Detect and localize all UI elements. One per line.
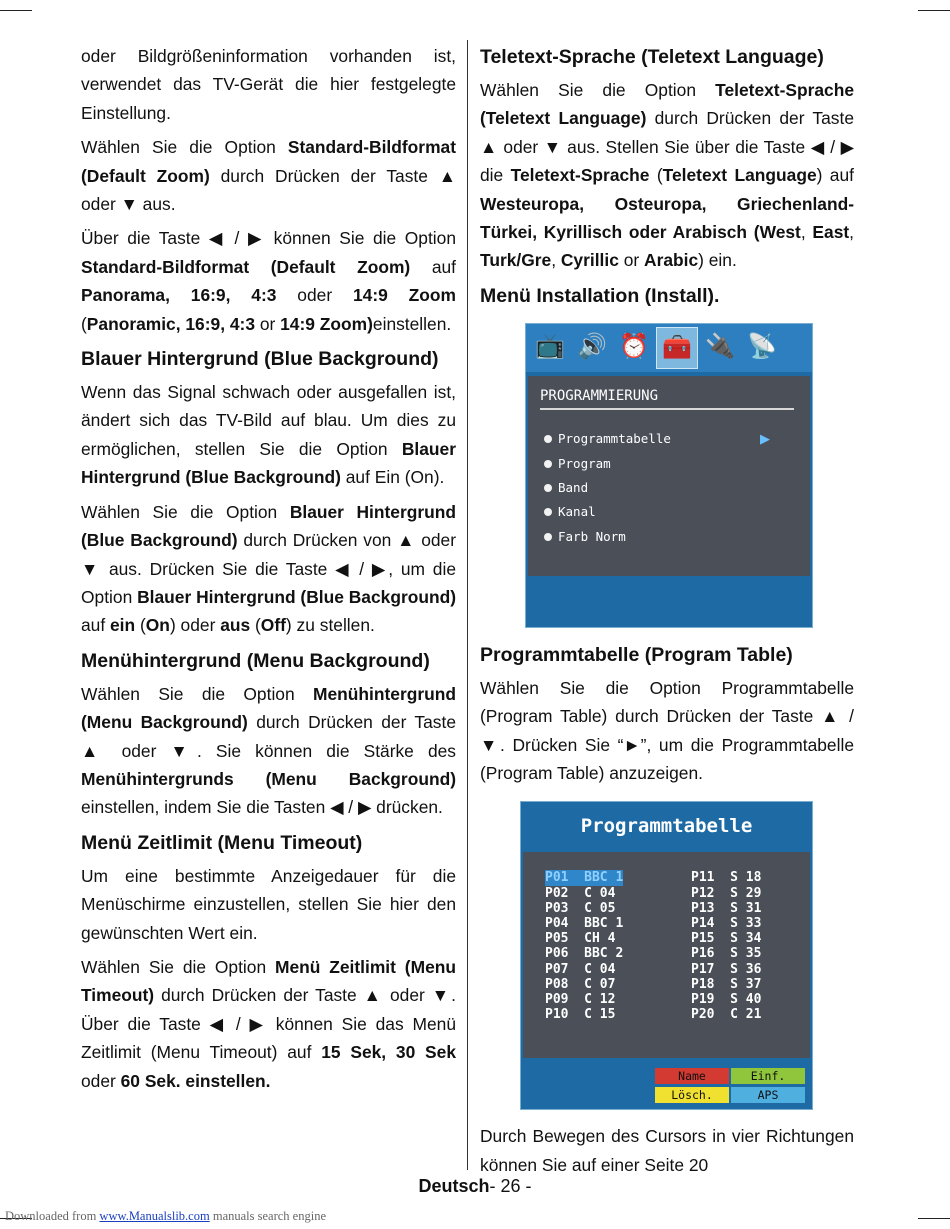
left-column xyxy=(81,42,456,1101)
crop-mark xyxy=(918,10,950,11)
paragraph: Wählen Sie die Option Menühintergrund (Menu Background) durch Drücken der Taste ▲ oder ▼. Sie können die Stärke des Menühintergrunds (Menu Background) einstellen, indem Sie die Tasten ◀ / ▶ drücken. xyxy=(81,683,456,818)
program-list-right xyxy=(691,870,761,1022)
section-heading: Blauer Hintergrund (Blue Background) xyxy=(81,348,439,371)
section-heading: Menü Installation (Install). xyxy=(480,284,720,307)
program-row: P17 S 36 xyxy=(691,961,762,977)
menu-item: Farb Norm xyxy=(544,529,626,544)
page-footer: Deutsch- 26 - xyxy=(418,1176,532,1196)
paragraph: Wenn das Signal schwach oder ausgefallen ist, ändert sich das TV-Bild auf blau. Um dies zu ermöglichen, stellen Sie die Option Blauer Hintergrund (Blue Background) auf Ein (On). xyxy=(81,382,456,488)
download-note: Downloaded from www.Manualslib.com manuals search engine xyxy=(5,1209,326,1223)
menu-title: PROGRAMMIERUNG xyxy=(540,388,794,410)
program-row: P11 S 18 xyxy=(691,870,762,886)
paragraph: oder Bildgrößeninformation vorhanden ist, verwendet das TV-Gerät die hier festgelegte Einstellung. xyxy=(81,46,456,123)
manualslib-link[interactable]: www.Manualslib.com xyxy=(99,1209,210,1223)
program-row: P03 C 05 xyxy=(545,900,616,916)
speaker-icon: 🔊 xyxy=(577,333,607,361)
paragraph: Wählen Sie die Option Menü Zeitlimit (Menu Timeout) durch Drücken der Taste ▲ oder ▼. Über die Taste ◀ / ▶ können Sie das Menü Zeitlimit (Menu Timeout) auf 15 Sek, 30 Sek oder 60 Sek. einstellen. xyxy=(81,956,456,1091)
program-row: P12 S 29 xyxy=(691,885,762,901)
name-button: Name xyxy=(655,1068,729,1084)
program-row: P04 BBC 1 xyxy=(545,916,624,932)
program-row: P02 C 04 xyxy=(545,885,616,901)
menu-item: Kanal xyxy=(544,504,596,519)
program-row: P10 C 15 xyxy=(545,1007,616,1023)
program-row: P19 S 40 xyxy=(691,992,762,1008)
paragraph: Über die Taste ◀ / ▶ können Sie die Option Standard-Bildformat (Default Zoom) auf Panorama, 16:9, 4:3 oder 14:9 Zoom (Panoramic, 16:9, 4:3 or 14:9 Zoom)einstellen. xyxy=(81,228,456,334)
program-row: P16 S 35 xyxy=(691,946,762,962)
program-row: P07 C 04 xyxy=(545,961,616,977)
crop-mark xyxy=(0,10,32,11)
clock-icon: ⏰ xyxy=(619,333,649,361)
program-row: P09 C 12 xyxy=(545,992,616,1008)
cable-plug-icon: 🔌 xyxy=(705,333,735,361)
menu-icon-bar xyxy=(526,324,812,372)
paragraph: Wählen Sie die Option Teletext-Sprache (Teletext Language) durch Drücken der Taste ▲ oder ▼ aus. Stellen Sie über die Taste ◀ / ▶ die Teletext-Sprache (Teletext Language) auf Westeuropa, Osteuropa, Griechenland-Türkei, Kyrillisch oder Arabisch (West, East, Turk/Gre, Cyrillic or Arabic) ein. xyxy=(480,80,854,271)
arrow-right-icon: ▶ xyxy=(760,430,770,446)
install-menu-screenshot xyxy=(525,323,813,628)
program-row: P20 C 21 xyxy=(691,1007,762,1023)
program-table-screenshot xyxy=(520,801,813,1110)
program-list-left xyxy=(545,870,623,1022)
program-row: P05 CH 4 xyxy=(545,931,616,947)
section-heading: Teletext-Sprache (Teletext Language) xyxy=(480,46,824,68)
insert-button: Einf. xyxy=(731,1068,805,1084)
paragraph: Wählen Sie die Option Programmtabelle (Program Table) durch Drücken der Taste ▲ / ▼. Drücken Sie “►”, um die Programmtabelle (Program Table) anzuzeigen. xyxy=(480,677,854,784)
menu-item: Programmtabelle xyxy=(544,431,671,446)
menu-item: Band xyxy=(544,480,588,495)
paragraph: Wählen Sie die Option Blauer Hintergrund (Blue Background) durch Drücken von ▲ oder ▼ aus. Drücken Sie die Taste ◀ / ▶, um die Option Blauer Hintergrund (Blue Background) auf ein (On) oder aus (Off) zu stellen. xyxy=(81,501,457,636)
paragraph: Wählen Sie die Option Standard-Bildformat (Default Zoom) durch Drücken der Taste ▲ oder ▼ aus. xyxy=(81,137,457,215)
paragraph: Um eine bestimmte Anzeigedauer für die Menüschirme einzustellen, stellen Sie hier den gewünschten Wert ein. xyxy=(81,865,456,943)
section-heading: Menü Zeitlimit (Menu Timeout) xyxy=(81,831,363,854)
program-row: P13 S 31 xyxy=(691,900,762,916)
section-heading: Menühintergrund (Menu Background) xyxy=(81,649,430,672)
program-row: P14 S 33 xyxy=(691,916,762,932)
menu-item: Program xyxy=(544,456,611,471)
program-table-body xyxy=(523,852,810,1058)
program-table-title: Programmtabelle xyxy=(521,802,812,850)
aps-button: APS xyxy=(731,1087,805,1103)
signal-source-icon: 📡 xyxy=(747,333,777,361)
tv-picture-icon: 📺 xyxy=(535,333,565,361)
section-heading: Programmtabelle (Program Table) xyxy=(480,643,793,666)
program-row: P01 BBC 1 xyxy=(545,870,624,886)
delete-button: Lösch. xyxy=(655,1087,729,1103)
paragraph: Durch Bewegen des Cursors in vier Richtungen können Sie auf einer Seite 20 xyxy=(480,1126,854,1175)
column-divider xyxy=(467,40,468,1170)
programming-panel xyxy=(528,376,810,576)
program-row: P08 C 07 xyxy=(545,976,616,992)
program-row: P18 S 37 xyxy=(691,976,762,992)
program-row: P06 BBC 2 xyxy=(545,946,624,962)
toolbox-icon: 🧰 xyxy=(656,327,698,369)
program-row: P15 S 34 xyxy=(691,931,762,947)
crop-mark xyxy=(918,1218,950,1219)
right-column xyxy=(480,42,854,1185)
